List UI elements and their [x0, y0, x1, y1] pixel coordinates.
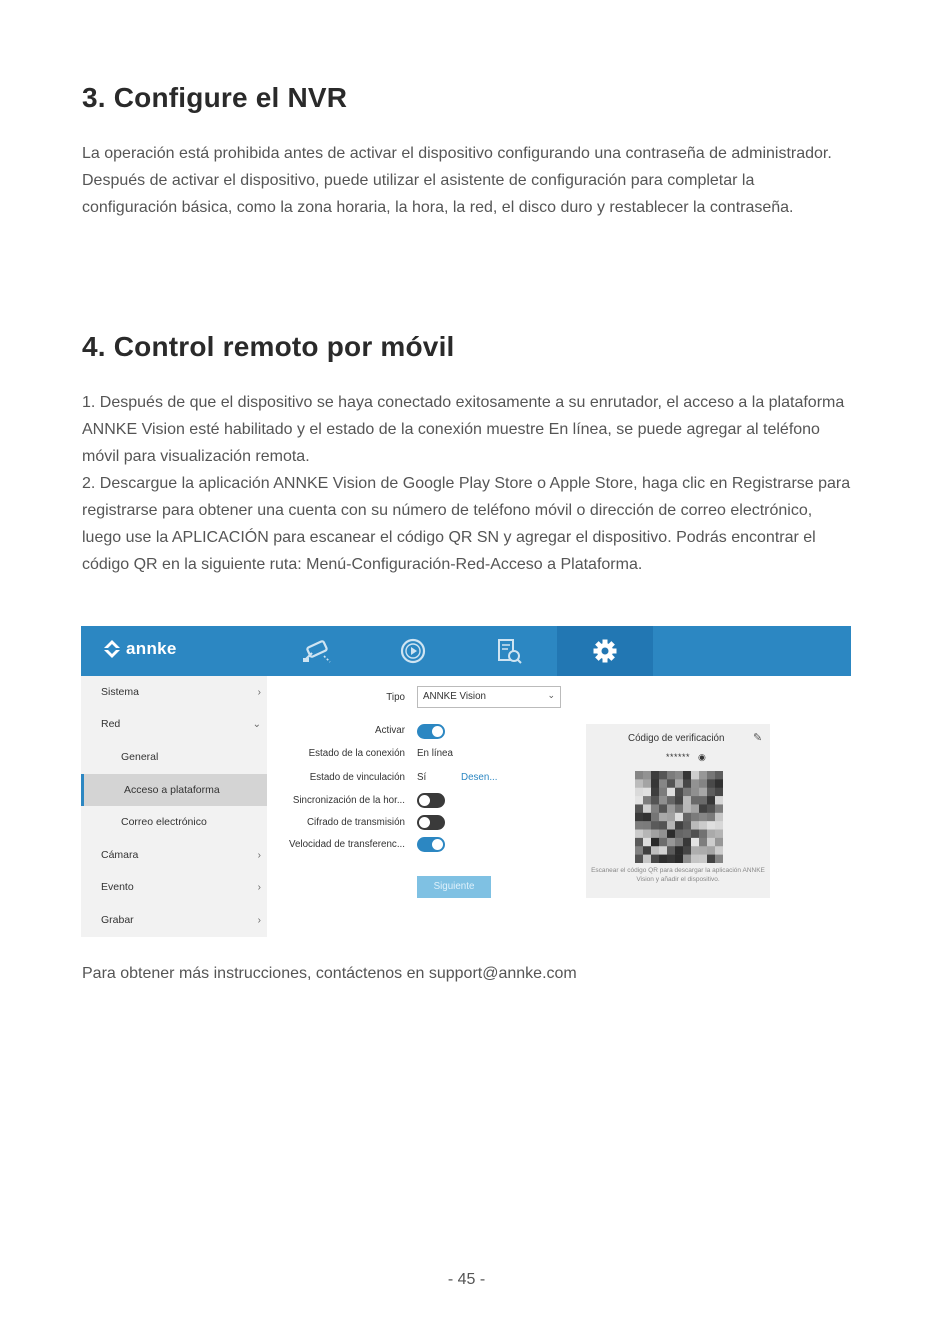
- estado-vinculacion-value: Sí: [417, 772, 427, 783]
- camera-icon: [300, 636, 334, 666]
- playback-icon: [396, 636, 430, 666]
- sidebar-item-red[interactable]: [81, 708, 267, 740]
- sidebar-item-correo[interactable]: [81, 806, 267, 838]
- chevron-right-icon: ›: [257, 881, 261, 893]
- cifrado-toggle[interactable]: [417, 815, 445, 830]
- settings-sidebar: [81, 676, 267, 937]
- sidebar-item-label: Cámara: [101, 849, 139, 861]
- qr-caption: Escanear el código QR para descargar la aplicación ANNKE Vision y añadir el dispositivo.: [591, 867, 765, 883]
- sidebar-item-label: Red: [101, 718, 121, 730]
- activar-toggle[interactable]: [417, 724, 445, 739]
- page-number: - 45 -: [447, 1271, 486, 1288]
- sidebar-item-general[interactable]: [81, 741, 267, 773]
- gear-icon: [588, 636, 622, 666]
- section-4-body: [82, 389, 852, 578]
- section-4-para-2: 2. Descargue la aplicación ANNKE Vision de Google Play Store o Apple Store, haga clic en Registrarse para registrarse para obtener una cuenta con su número de teléfono móvil o dirección de correo electrónico, luego use la APLICACIÓN para escanear el código QR SN y agregar el dispositivo. Podrás encontrar el código QR en la siguiente ruta: Menú-Configuración-Red-Acceso a Plataforma.: [82, 475, 851, 573]
- tab-playback[interactable]: [365, 626, 461, 676]
- sidebar-item-label: Grabar: [101, 914, 134, 926]
- tab-file-search[interactable]: [461, 626, 557, 676]
- sidebar-item-acceso-plataforma[interactable]: [81, 774, 267, 806]
- logo-text: annke: [126, 639, 177, 658]
- next-button[interactable]: Siguiente: [417, 876, 491, 898]
- sidebar-item-camara[interactable]: [81, 839, 267, 871]
- sidebar-item-label: Sistema: [101, 686, 139, 698]
- unbind-link[interactable]: Desen...: [461, 772, 498, 783]
- tipo-label: Tipo: [386, 692, 405, 703]
- activar-label: Activar: [375, 725, 405, 736]
- chevron-down-icon: ⌄: [252, 718, 261, 730]
- section-4-heading: 4. Control remoto por móvil: [82, 331, 455, 362]
- nvr-ui-screenshot: [81, 626, 851, 937]
- qr-panel-title: Código de verificación: [628, 733, 725, 744]
- tipo-select[interactable]: [417, 686, 561, 708]
- qr-code: [635, 771, 723, 863]
- cifrado-label: Cifrado de transmisión: [306, 817, 405, 828]
- sidebar-item-grabar[interactable]: [81, 904, 267, 936]
- estado-vinculacion-label: Estado de vinculación: [309, 772, 405, 783]
- tab-configuration[interactable]: [557, 626, 653, 676]
- qr-panel: [586, 724, 770, 898]
- estado-conexion-value: En línea: [417, 748, 453, 759]
- file-search-icon: [492, 636, 526, 666]
- section-3-body: La operación está prohibida antes de activar el dispositivo configurando una contraseña de administrador. Después de activar el dispositivo, puede utilizar el asistente de configuración para completar la configuración básica, como la zona horaria, la hora, la red, el disco duro y restablecer la contraseña.: [82, 145, 832, 216]
- sidebar-item-label: Acceso a plataforma: [124, 784, 220, 796]
- annke-logo: [101, 639, 177, 659]
- tipo-select-value: ANNKE Vision: [423, 691, 486, 702]
- annke-logo-icon: [101, 639, 123, 659]
- masked-verification-code: ******: [666, 752, 691, 762]
- velocidad-label: Velocidad de transferenc...: [288, 839, 405, 850]
- section-3-heading: 3. Configure el NVR: [82, 82, 348, 113]
- sidebar-item-evento[interactable]: [81, 871, 267, 903]
- chevron-down-icon: ⌄: [547, 690, 555, 700]
- top-nav-bar: [81, 626, 851, 676]
- sidebar-item-label: Evento: [101, 881, 134, 893]
- chevron-right-icon: ›: [257, 914, 261, 926]
- section-4-para-1: 1. Después de que el dispositivo se haya conectado exitosamente a su enrutador, el acceso a la plataforma ANNKE Vision esté habilitado y el estado de la conexión muestre En línea, se puede agregar al teléfono móvil para visualización remota.: [82, 394, 845, 465]
- velocidad-toggle[interactable]: [417, 837, 445, 852]
- chevron-right-icon: ›: [257, 849, 261, 861]
- sidebar-item-sistema[interactable]: [81, 676, 267, 708]
- sincronizacion-label: Sincronización de la hor...: [292, 795, 405, 806]
- edit-icon[interactable]: ✎: [753, 732, 763, 744]
- sidebar-item-label: Correo electrónico: [121, 816, 207, 828]
- sidebar-item-label: General: [121, 751, 159, 763]
- tab-live-view[interactable]: [269, 626, 365, 676]
- estado-conexion-label: Estado de la conexión: [308, 748, 405, 759]
- chevron-right-icon: ›: [257, 686, 261, 698]
- sincronizacion-toggle[interactable]: [417, 793, 445, 808]
- contact-line: Para obtener más instrucciones, contáctenos en support@annke.com: [82, 965, 577, 982]
- eye-icon[interactable]: ◉: [698, 752, 706, 762]
